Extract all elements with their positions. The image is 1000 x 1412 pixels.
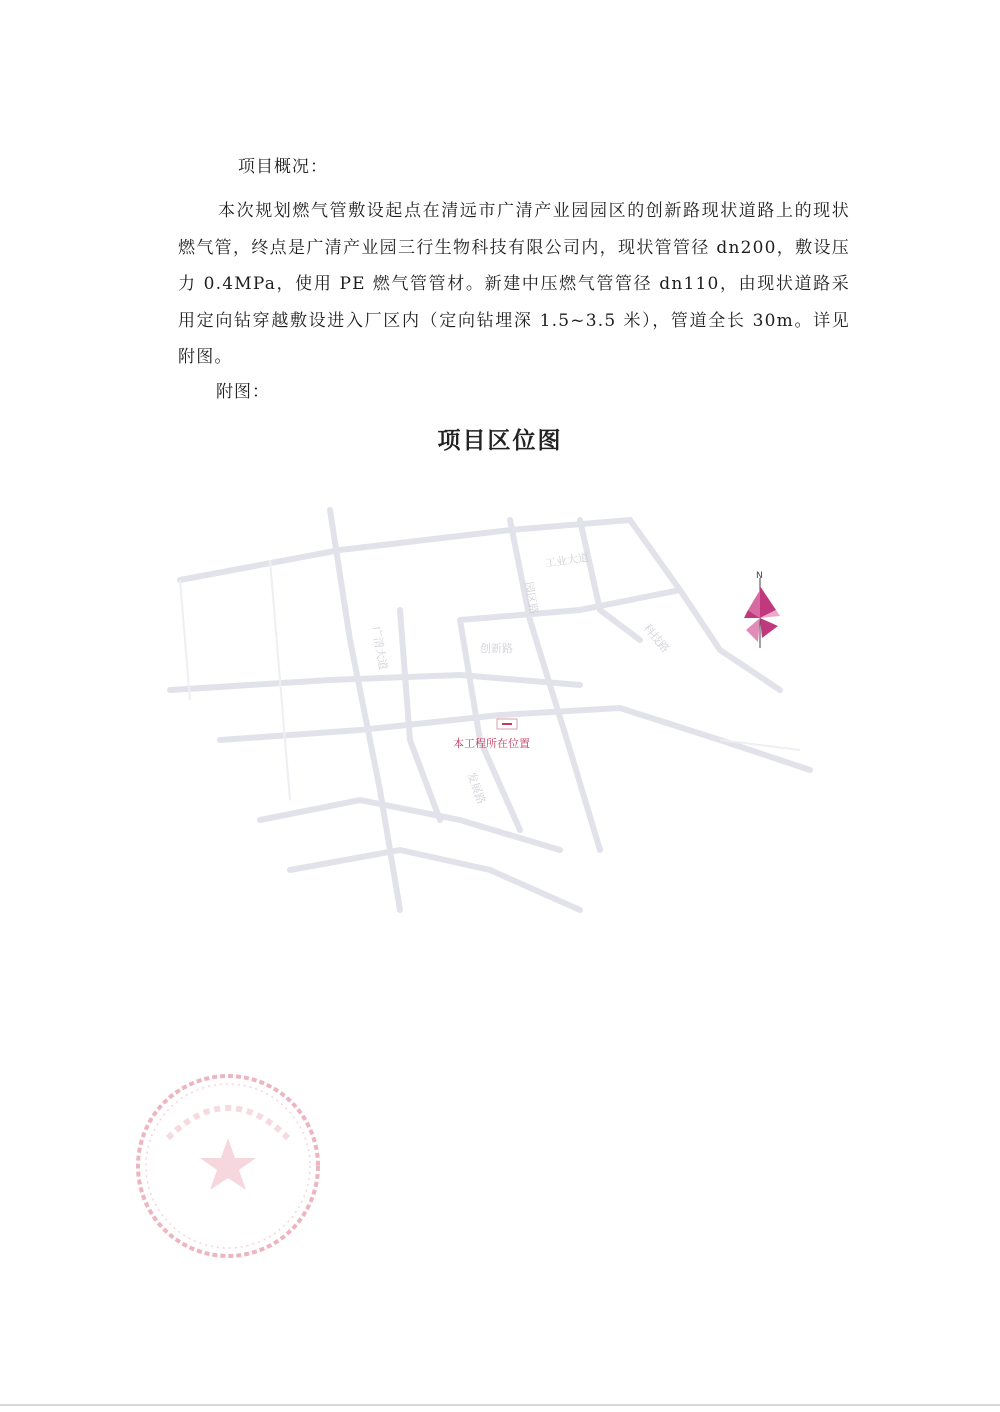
project-site-label: 本工程所在位置 — [453, 737, 530, 750]
north-arrow-icon — [740, 568, 784, 654]
road — [580, 520, 640, 640]
road — [400, 610, 440, 820]
road-label: 创新路 — [480, 642, 513, 655]
road-label: 发展路 — [464, 770, 488, 806]
road-label: 工业大道 — [544, 550, 590, 570]
road-label: 科技路 — [640, 621, 672, 656]
map-title: 项目区位图 — [437, 428, 563, 454]
road — [460, 590, 680, 620]
official-seal-stamp — [128, 1068, 328, 1264]
location-map — [160, 490, 820, 920]
project-description: 本次规划燃气管敷设起点在清远市广清产业园园区的创新路现状道路上的现状燃气管，终点是广清产业园三行生物科技有限公司内，现状管管径 dn200，敷设压力 0.4MPa，使用 PE 燃气管管材。新建中压燃气管管径 dn110，由现状道路采用定向钻穿越敷设进入厂区内（定向钻埋深 1.5~3.5 米），管道全长 30m。详见附图。 — [178, 201, 850, 367]
road-label: 园区路 — [521, 580, 541, 616]
compass-north-letter: N — [756, 571, 763, 581]
road-label: 广清大道 — [369, 625, 390, 671]
road — [170, 675, 580, 690]
project-site-marker — [496, 718, 518, 730]
road-network — [160, 490, 820, 920]
page-bottom-border — [0, 1404, 1000, 1406]
road — [180, 580, 190, 700]
road — [290, 850, 580, 910]
attachment-label: 附图： — [216, 382, 270, 402]
road — [180, 520, 630, 580]
section-heading: 项目概况： — [238, 157, 328, 177]
